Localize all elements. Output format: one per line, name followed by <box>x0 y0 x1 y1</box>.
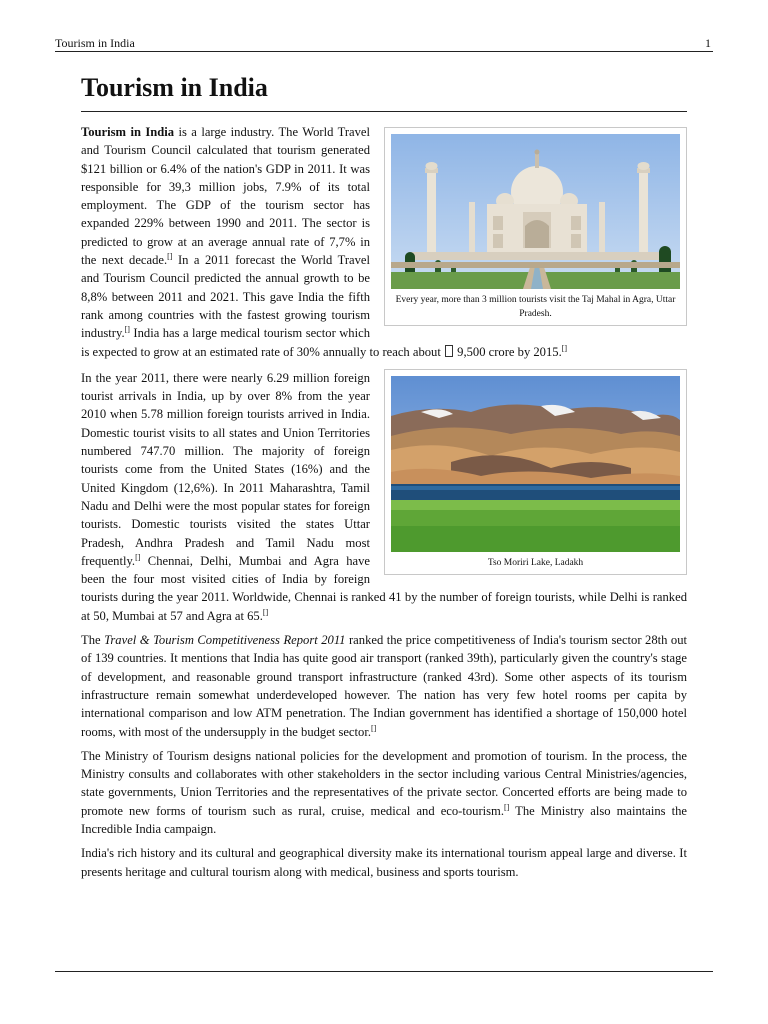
running-title: Tourism in India <box>55 36 135 50</box>
figure-caption: Every year, more than 3 million tourists visit the Taj Mahal in Agra, Uttar Pradesh. <box>395 295 676 319</box>
citation-link[interactable]: [] <box>504 802 510 812</box>
page-number: 1 <box>705 36 711 50</box>
rupee-symbol-glyph <box>445 345 453 357</box>
citation-link[interactable]: [] <box>135 552 141 562</box>
report-title: Travel & Tourism Competitiveness Report 2011 <box>104 633 346 648</box>
title-divider <box>81 111 687 112</box>
citation-link[interactable]: [] <box>167 251 173 261</box>
page-title: Tourism in India <box>81 73 268 102</box>
article-body <box>81 123 687 887</box>
taj-mahal-photo <box>391 134 680 289</box>
footer-divider <box>55 971 713 972</box>
running-header <box>55 36 713 52</box>
figure-tso-moriri[interactable] <box>384 369 687 575</box>
citation-link[interactable]: [] <box>370 723 377 733</box>
citation-link[interactable]: [] <box>124 325 130 335</box>
paragraph-4: The Ministry of Tourism designs national policies for the development and promotion of tourism. In the process, the Ministry consults and collaborates with other stakeholders in the sector including various Central Ministries/agencies, state governments, Union Territories and the representatives of the private sector. Concerted efforts are being made to promote new forms of tourism such as rural, cruise, medical and eco-tourism.[] The Ministry also maintains the Incredible India campaign. <box>81 748 687 836</box>
tso-moriri-lake-photo <box>391 376 680 552</box>
citation-link[interactable]: [] <box>561 343 568 353</box>
paragraph-2: In the year 2011, there were nearly 6.29 million foreign tourist arrivals in India, up by over 8% from the year 2010 when 5.78 million foreign tourists arrived in India. Domestic tourist visits to all states and Union Territories numbered 747.70 million. The majority of foreign tourists come from the United States (16%) and the United Kingdom (12,6%). In 2011 Maharashtra, Tamil Nadu and Delhi were the most popular states for foreign tourists. Domestic tourists visited the states Uttar Pradesh, Andhra Pradesh and Tamil Nadu most frequently.[] Chennai, Delhi, Mumbai and Agra have been the four most visited cities of India by foreign tourists during the year 2011. Worldwide, Chennai is ranked 41 by the number of foreign tourists, while Delhi is ranked at 50, Mumbai at 57 and Agra at 65.[] <box>81 370 687 623</box>
paragraph-1: Tourism in India is a large industry. The World Travel and Tourism Council calculated that tourism generated $121 billion or 6.4% of the nation's GDP in 2011. It was responsible for 39,3 million jobs, 7.9% of its total employment. The GDP of the tourism sector has expanded 229% between 1990 and 2011. The sector is predicted to grow at an average annual rate of 7,7% in the next decade.[] In a 2011 forecast the World Travel and Tourism Council predicted the annual growth to be 8,8% between 2011 and 2021. This gave India the fifth rank among countries with the fastest growing tourism industry.[] India has a large medical tourism sector which is expected to grow at an estimated rate of 30% annually to reach about 9,500 crore by 2015.[] <box>81 125 568 359</box>
figure-caption: Tso Moriri Lake, Ladakh <box>487 557 584 568</box>
paragraph-5: India's rich history and its cultural and geographical diversity make its international tourism appeal large and diverse. It presents heritage and cultural tourism along with medical, business and sports tourism. <box>81 846 687 879</box>
paragraph-3: The Travel & Tourism Competitiveness Report 2011 ranked the price competitiveness of India's tourism sector 28th out of 139 countries. It mentions that India has quite good air transport (ranked 39th), particularly given the country's stage of development, and reasonable ground transport infrastructure (ranked 43rd). Some other aspects of its tourism infrastructure remain somewhat underdeveloped however. The nation has very few hotel rooms per capita by international comparison and low ATM penetration. The Indian government has identified a shortage of 150,000 hotel rooms, with most of the undersupply in the budget sector.[] <box>81 633 688 739</box>
citation-link[interactable]: [] <box>262 607 269 617</box>
figure-taj-mahal[interactable] <box>384 127 687 326</box>
lead-term: Tourism in India <box>81 125 175 139</box>
